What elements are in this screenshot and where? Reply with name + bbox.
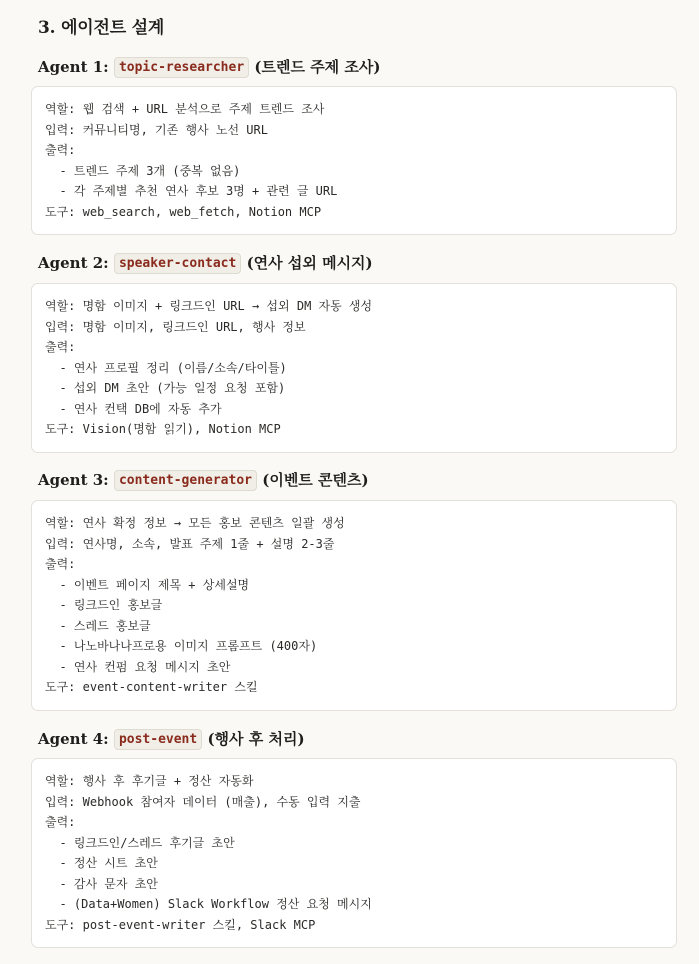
code-line: - 각 주제별 추천 연사 후보 3명 + 관련 글 URL (45, 184, 338, 198)
agent-4-suffix: (행사 후 처리) (207, 730, 305, 748)
agent-2-heading (38, 252, 373, 274)
code-line: 역할: 명함 이미지 + 링크드인 URL → 섭외 DM 자동 생성 (45, 299, 373, 313)
code-line: 도구: post-event-writer 스킬, Slack MCP (45, 917, 316, 932)
code-line: 출력: (45, 815, 76, 829)
agent-3-code-name: content-generator (114, 470, 257, 491)
agent-1-code-name: topic-researcher (114, 57, 249, 78)
agent-3-suffix: (이벤트 콘텐츠) (262, 471, 369, 489)
agent-1-code-block (31, 86, 677, 235)
code-line: 역할: 행사 후 후기글 + 정산 자동화 (45, 774, 254, 788)
code-line: - 섭외 DM 초안 (가능 일정 요청 포함) (45, 381, 286, 395)
agent-4-heading (38, 728, 305, 750)
code-line: - 나노바나나프로용 이미지 프롬프트 (400자) (45, 639, 318, 653)
code-line: - 연사 컨펌 요청 메시지 초안 (45, 659, 231, 674)
agent-3-heading (38, 469, 369, 491)
code-line: 입력: Webhook 참여자 데이터 (매출), 수동 입력 지출 (45, 794, 361, 809)
code-line: 도구: Vision(명함 읽기), Notion MCP (45, 422, 281, 436)
code-line: 출력: (45, 340, 76, 354)
code-line: - (Data+Women) Slack Workflow 정산 요청 메시지 (45, 897, 372, 911)
agent-4-code-name: post-event (114, 729, 202, 750)
agent-3-prefix: Agent 3: (38, 471, 109, 489)
section-title: 3. 에이전트 설계 (38, 18, 165, 38)
agent-1-suffix: (트렌드 주제 조사) (254, 58, 381, 76)
code-line: 도구: web_search, web_fetch, Notion MCP (45, 204, 322, 219)
code-line: - 감사 문자 초안 (45, 876, 158, 891)
code-line: 도구: event-content-writer 스킬 (45, 680, 258, 694)
code-line: - 링크드인/스레드 후기글 초안 (45, 835, 235, 850)
agent-2-suffix: (연사 섭외 메시지) (246, 254, 373, 272)
agent-4-prefix: Agent 4: (38, 730, 109, 748)
agent-1-prefix: Agent 1: (38, 58, 109, 76)
code-line: 역할: 연사 확정 정보 → 모든 홍보 콘텐츠 일괄 생성 (45, 516, 345, 530)
agent-2-prefix: Agent 2: (38, 254, 109, 272)
code-line: 입력: 명함 이미지, 링크드인 URL, 행사 정보 (45, 319, 306, 334)
code-line: - 스레드 홍보글 (45, 618, 151, 633)
code-line: - 링크드인 홍보글 (45, 598, 163, 612)
agent-1-heading (38, 56, 380, 78)
code-line: - 연사 프로필 정리 (이름/소속/타이틀) (45, 360, 287, 375)
code-line: - 정산 시트 초안 (45, 856, 158, 870)
code-line: 입력: 연사명, 소속, 발표 주제 1줄 + 설명 2-3줄 (45, 536, 335, 551)
code-line: - 트렌드 주제 3개 (중복 없음) (45, 163, 241, 178)
code-line: - 연사 컨택 DB에 자동 추가 (45, 401, 222, 416)
agent-4-code-block (31, 758, 677, 948)
code-line: 입력: 커뮤니티명, 기존 행사 노선 URL (45, 122, 268, 137)
code-line: 출력: (45, 557, 76, 571)
code-line: 출력: (45, 143, 76, 157)
agent-3-code-block (31, 500, 677, 711)
code-line: 역할: 웹 검색 + URL 분석으로 주제 트렌드 조사 (45, 102, 325, 116)
code-line: - 이벤트 페이지 제목 + 상세설명 (45, 577, 250, 592)
agent-2-code-name: speaker-contact (114, 253, 241, 274)
agent-2-code-block (31, 283, 677, 453)
